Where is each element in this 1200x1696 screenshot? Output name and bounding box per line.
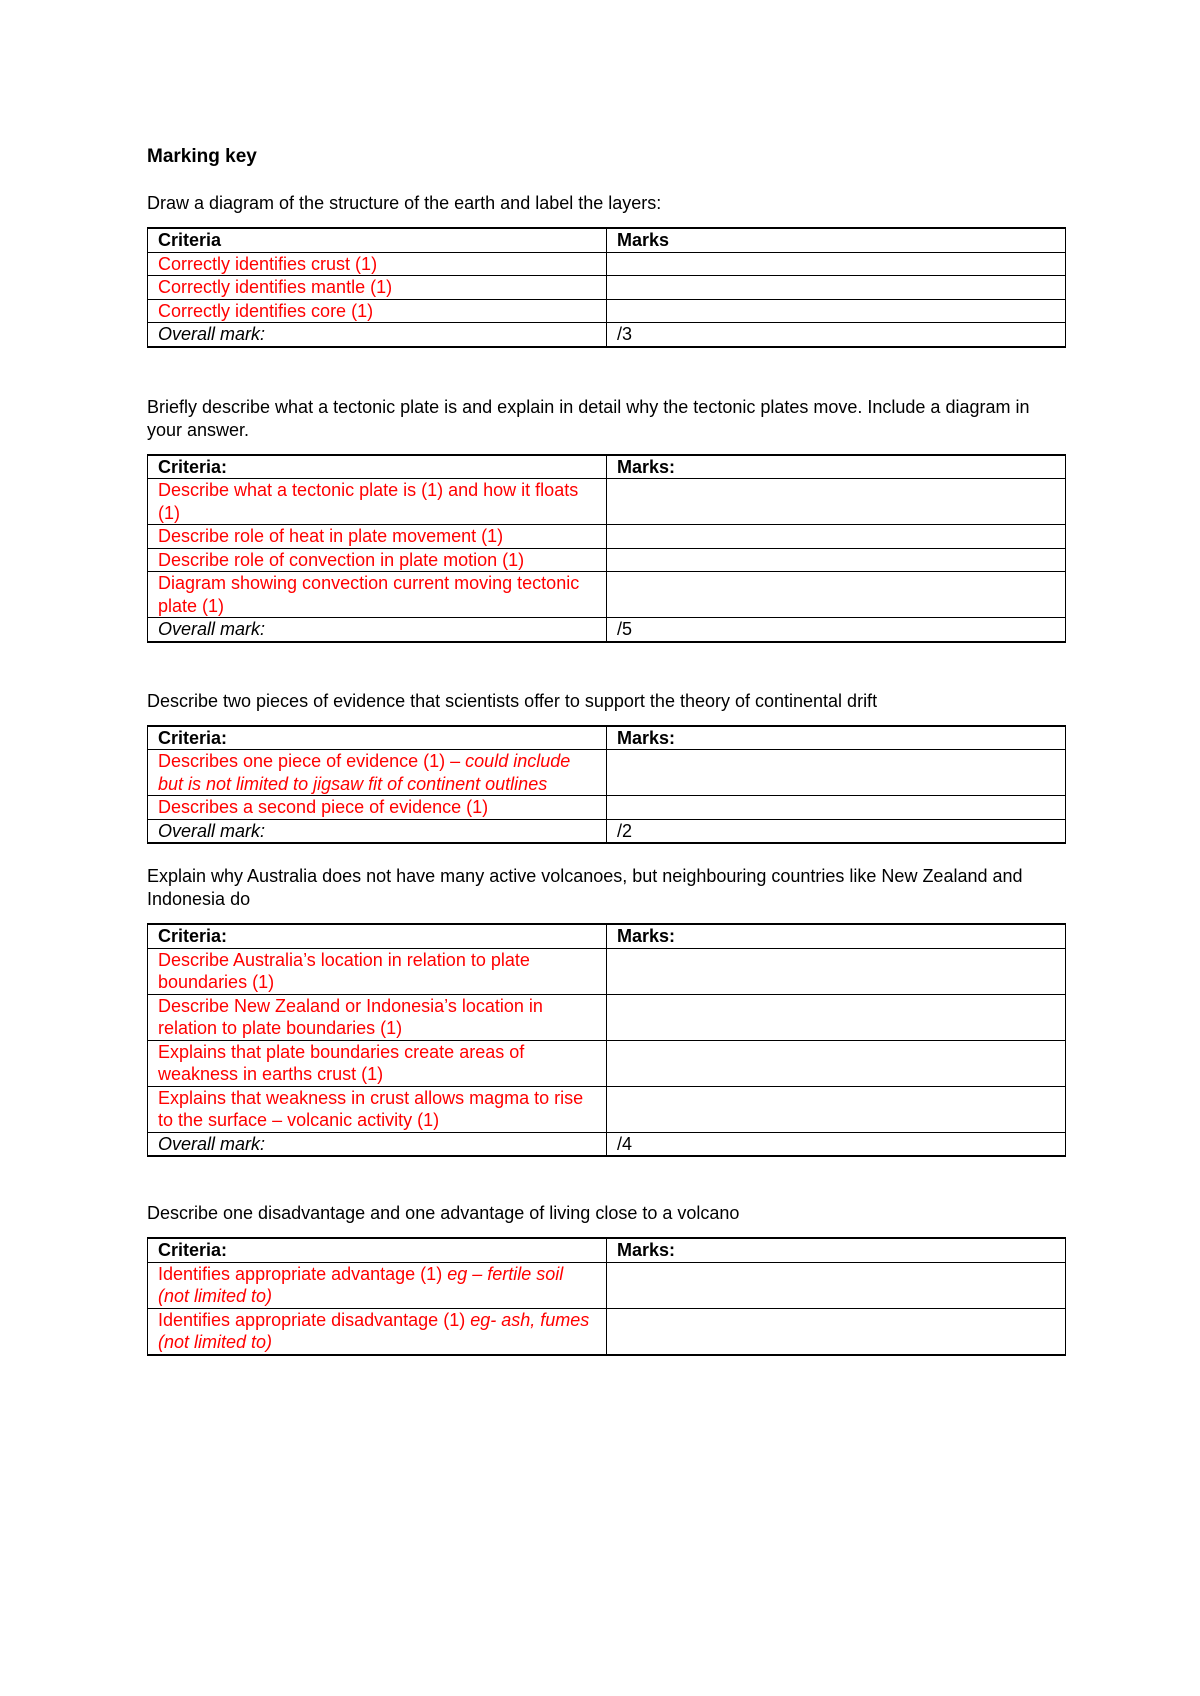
marks-cell — [607, 796, 1066, 820]
overall-mark-row — [148, 323, 1066, 347]
table-header-row — [148, 228, 1066, 252]
criteria-cell: Describe Australia’s location in relation to plate boundaries (1) — [148, 948, 607, 994]
criteria-header: Criteria: — [148, 1238, 607, 1262]
criteria-header: Criteria: — [148, 726, 607, 750]
rubric-table-3 — [147, 725, 1066, 845]
table-row — [148, 299, 1066, 323]
table-row — [148, 1262, 1066, 1308]
marks-cell — [607, 276, 1066, 300]
marks-cell — [607, 1086, 1066, 1132]
rubric-table-4 — [147, 923, 1066, 1157]
question-5: Describe one disadvantage and one advantage of living close to a volcano — [147, 1203, 740, 1223]
criteria-cell: Explains that plate boundaries create areas of weakness in earths crust (1) — [148, 1040, 607, 1086]
criteria-header: Criteria: — [148, 924, 607, 948]
criteria-cell: Describe role of heat in plate movement (1) — [148, 525, 607, 549]
marks-cell — [607, 299, 1066, 323]
marks-cell — [607, 750, 1066, 796]
overall-mark-label: Overall mark: — [148, 618, 607, 642]
marks-cell — [607, 1040, 1066, 1086]
table-row — [148, 1086, 1066, 1132]
overall-mark-label: Overall mark: — [148, 1132, 607, 1156]
table-row — [148, 750, 1066, 796]
criteria-note: eg- ash, fumes (not limited to) — [158, 1309, 590, 1352]
table-row — [148, 572, 1066, 618]
table-row — [148, 1308, 1066, 1355]
criteria-cell: Describe New Zealand or Indonesia’s location in relation to plate boundaries (1) — [148, 994, 607, 1040]
overall-mark-value: /4 — [607, 1132, 1066, 1156]
overall-mark-row — [148, 1132, 1066, 1156]
marks-cell — [607, 948, 1066, 994]
question-2: Briefly describe what a tectonic plate is and explain in detail why the tectonic plates move. Include a diagram in your answer. — [147, 396, 1030, 440]
marks-header: Marks: — [607, 726, 1066, 750]
table-row — [148, 796, 1066, 820]
overall-mark-row — [148, 618, 1066, 642]
criteria-cell: Explains that weakness in crust allows magma to rise to the surface – volcanic activity (1) — [148, 1086, 607, 1132]
criteria-cell: Correctly identifies crust (1) — [148, 252, 607, 276]
table-row — [148, 252, 1066, 276]
document-title: Marking key — [147, 146, 257, 167]
question-1: Draw a diagram of the structure of the earth and label the layers: — [147, 193, 662, 213]
marks-cell — [607, 479, 1066, 525]
table-row — [148, 948, 1066, 994]
overall-mark-row — [148, 819, 1066, 843]
criteria-cell: Diagram showing convection current moving tectonic plate (1) — [148, 572, 607, 618]
table-row — [148, 276, 1066, 300]
criteria-header: Criteria — [148, 228, 607, 252]
marks-cell — [607, 994, 1066, 1040]
table-row — [148, 525, 1066, 549]
table-header-row — [148, 455, 1066, 479]
criteria-cell: Correctly identifies mantle (1) — [148, 276, 607, 300]
criteria-note: could include but is not limited to jigsaw fit of continent outlines — [158, 751, 571, 794]
marks-header: Marks: — [607, 924, 1066, 948]
marks-header: Marks: — [607, 455, 1066, 479]
table-header-row — [148, 726, 1066, 750]
criteria-cell: Describes a second piece of evidence (1) — [148, 796, 607, 820]
marks-cell — [607, 252, 1066, 276]
criteria-text: Describes one piece of evidence (1) – — [158, 751, 466, 771]
criteria-header: Criteria: — [148, 455, 607, 479]
overall-mark-value: /2 — [607, 819, 1066, 843]
criteria-cell: Describe what a tectonic plate is (1) and how it floats (1) — [148, 479, 607, 525]
document-page — [147, 145, 1065, 1356]
marks-cell — [607, 1308, 1066, 1355]
marks-cell — [607, 572, 1066, 618]
question-4: Explain why Australia does not have many active volcanoes, but neighbouring countries like New Zealand and Indonesia do — [147, 866, 1023, 909]
criteria-note: eg – fertile soil (not limited to) — [158, 1263, 564, 1306]
table-row — [148, 479, 1066, 525]
criteria-cell — [148, 1262, 607, 1308]
overall-mark-value: /3 — [607, 323, 1066, 347]
criteria-text: Identifies appropriate disadvantage (1) — [158, 1309, 471, 1330]
overall-mark-label: Overall mark: — [148, 819, 607, 843]
table-row — [148, 994, 1066, 1040]
rubric-table-5 — [147, 1237, 1066, 1356]
criteria-cell: Correctly identifies core (1) — [148, 299, 607, 323]
criteria-cell: Describe role of convection in plate motion (1) — [148, 548, 607, 572]
marks-cell — [607, 525, 1066, 549]
marks-cell — [607, 1262, 1066, 1308]
criteria-cell — [148, 1308, 607, 1355]
table-header-row — [148, 924, 1066, 948]
marks-header: Marks: — [607, 1238, 1066, 1262]
rubric-table-2 — [147, 454, 1066, 643]
table-row — [148, 1040, 1066, 1086]
overall-mark-label: Overall mark: — [148, 323, 607, 347]
marks-header: Marks — [607, 228, 1066, 252]
rubric-table-1 — [147, 227, 1066, 348]
table-row — [148, 548, 1066, 572]
criteria-text: Identifies appropriate advantage (1) — [158, 1263, 448, 1284]
marks-cell — [607, 548, 1066, 572]
overall-mark-value: /5 — [607, 618, 1066, 642]
table-header-row — [148, 1238, 1066, 1262]
criteria-cell — [148, 750, 607, 796]
question-3: Describe two pieces of evidence that scientists offer to support the theory of continental drift — [147, 690, 878, 711]
